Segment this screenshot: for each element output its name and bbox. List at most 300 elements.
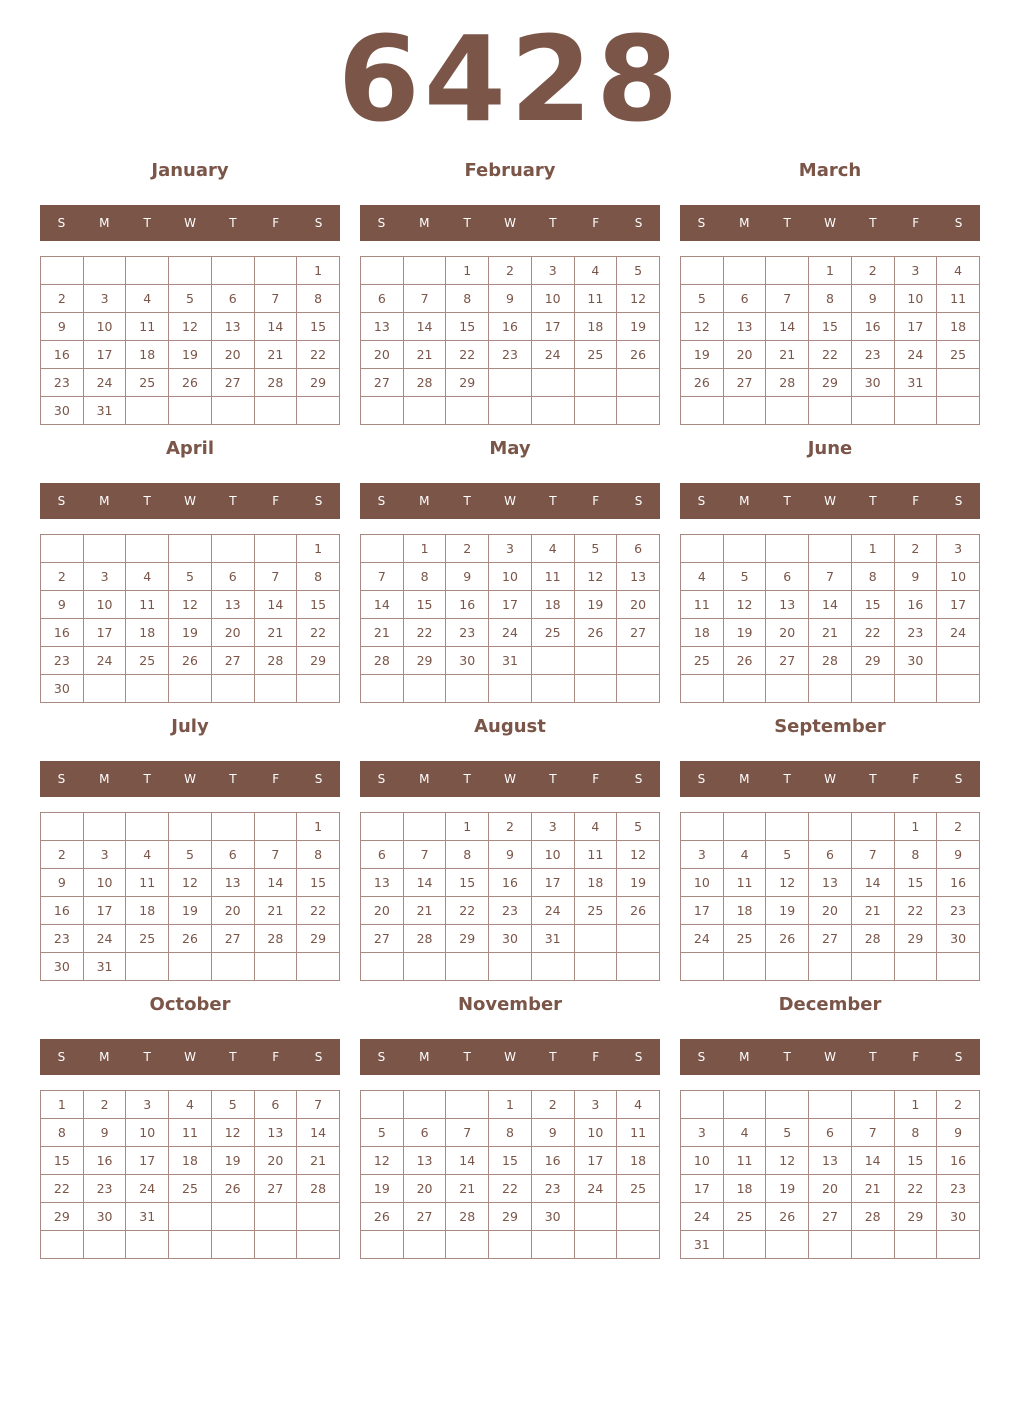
day-cell: 24: [937, 619, 980, 647]
day-cell: 24: [83, 647, 126, 675]
day-cell: 27: [211, 369, 254, 397]
day-cell: 20: [254, 1147, 297, 1175]
week-row: [681, 535, 980, 563]
day-cell: 25: [937, 341, 980, 369]
day-cell: 4: [126, 285, 169, 313]
day-cell: 1: [446, 813, 489, 841]
day-cell: 2: [894, 535, 937, 563]
week-row: [361, 925, 660, 953]
day-cell: 27: [361, 925, 404, 953]
day-cell: 5: [617, 257, 660, 285]
day-cell: 4: [531, 535, 574, 563]
day-cell: 31: [894, 369, 937, 397]
day-cell: 2: [937, 813, 980, 841]
day-cell: 4: [126, 841, 169, 869]
empty-day-cell: [297, 675, 340, 703]
day-cell: 19: [574, 591, 617, 619]
day-cell: 23: [489, 341, 532, 369]
empty-day-cell: [489, 953, 532, 981]
day-cell: 23: [894, 619, 937, 647]
day-cell: 13: [361, 869, 404, 897]
weekday-label: T: [869, 216, 877, 230]
day-cell: 6: [766, 563, 809, 591]
weekday-label: F: [592, 1050, 600, 1064]
day-cell: 4: [169, 1091, 212, 1119]
day-cell: 21: [851, 897, 894, 925]
day-cell: 26: [574, 619, 617, 647]
empty-day-cell: [531, 397, 574, 425]
day-cell: 12: [617, 285, 660, 313]
weekday-label: F: [272, 494, 280, 508]
empty-day-cell: [809, 953, 852, 981]
day-cell: 19: [617, 313, 660, 341]
day-cell: 12: [169, 591, 212, 619]
day-cell: 22: [894, 1175, 937, 1203]
empty-day-cell: [531, 1231, 574, 1259]
week-row: [41, 953, 340, 981]
day-grid: [40, 534, 340, 703]
day-cell: 29: [894, 925, 937, 953]
day-cell: 9: [41, 591, 84, 619]
empty-day-cell: [723, 675, 766, 703]
day-cell: 22: [41, 1175, 84, 1203]
empty-day-cell: [937, 1231, 980, 1259]
week-row: [681, 953, 980, 981]
weekday-label: S: [697, 216, 706, 230]
week-row: [41, 647, 340, 675]
day-cell: 25: [574, 897, 617, 925]
day-cell: 5: [169, 285, 212, 313]
day-cell: 6: [723, 285, 766, 313]
empty-day-cell: [617, 1231, 660, 1259]
week-row: [681, 313, 980, 341]
week-row: [361, 1231, 660, 1259]
empty-day-cell: [574, 675, 617, 703]
week-row: [41, 841, 340, 869]
day-cell: 30: [894, 647, 937, 675]
day-cell: 30: [83, 1203, 126, 1231]
day-grid: [680, 534, 980, 703]
day-cell: 26: [766, 1203, 809, 1231]
weekday-label: S: [954, 1050, 963, 1064]
day-cell: 5: [574, 535, 617, 563]
weekday-header: [680, 483, 980, 519]
day-cell: 10: [531, 285, 574, 313]
day-cell: 29: [297, 369, 340, 397]
empty-day-cell: [361, 257, 404, 285]
empty-day-cell: [169, 1231, 212, 1259]
day-grid: [680, 256, 980, 425]
day-cell: 29: [489, 1203, 532, 1231]
weekday-label: T: [869, 494, 877, 508]
day-cell: 11: [169, 1119, 212, 1147]
day-cell: 8: [297, 563, 340, 591]
day-cell: 14: [446, 1147, 489, 1175]
day-cell: 29: [403, 647, 446, 675]
day-cell: 10: [489, 563, 532, 591]
day-cell: 24: [531, 341, 574, 369]
month-name: November: [457, 994, 563, 1015]
weekday-label: S: [954, 494, 963, 508]
week-row: [41, 257, 340, 285]
day-cell: 4: [574, 813, 617, 841]
week-row: [681, 1091, 980, 1119]
month-name: July: [171, 716, 209, 737]
day-cell: 1: [809, 257, 852, 285]
weekday-header: [360, 1039, 660, 1075]
month-name: December: [778, 994, 882, 1015]
weekday-label: T: [783, 494, 791, 508]
day-cell: 7: [851, 841, 894, 869]
day-cell: 18: [723, 1175, 766, 1203]
day-cell: 26: [723, 647, 766, 675]
empty-day-cell: [361, 535, 404, 563]
weekday-label: T: [229, 494, 237, 508]
empty-day-cell: [766, 257, 809, 285]
weekday-label: S: [634, 494, 643, 508]
day-cell: 6: [809, 1119, 852, 1147]
week-row: [361, 1119, 660, 1147]
day-cell: 6: [361, 285, 404, 313]
weekday-label: F: [272, 1050, 280, 1064]
empty-day-cell: [83, 535, 126, 563]
weekday-label: M: [99, 772, 110, 786]
day-cell: 18: [574, 313, 617, 341]
day-cell: 16: [937, 869, 980, 897]
day-cell: 8: [41, 1119, 84, 1147]
empty-day-cell: [361, 953, 404, 981]
week-row: [681, 1203, 980, 1231]
month-name: March: [798, 160, 862, 181]
day-cell: 5: [681, 285, 724, 313]
day-cell: 14: [851, 869, 894, 897]
weekday-label: M: [419, 1050, 430, 1064]
day-cell: 14: [403, 869, 446, 897]
empty-day-cell: [489, 369, 532, 397]
day-cell: 16: [41, 897, 84, 925]
empty-day-cell: [574, 953, 617, 981]
day-cell: 27: [766, 647, 809, 675]
week-row: [681, 591, 980, 619]
day-cell: 11: [574, 285, 617, 313]
month-name: January: [151, 160, 229, 181]
week-row: [681, 1119, 980, 1147]
empty-day-cell: [681, 397, 724, 425]
empty-day-cell: [681, 535, 724, 563]
day-cell: 9: [83, 1119, 126, 1147]
empty-day-cell: [489, 675, 532, 703]
month-name: August: [474, 716, 546, 737]
empty-day-cell: [574, 369, 617, 397]
weekday-label: F: [272, 772, 280, 786]
weekday-label: T: [549, 494, 557, 508]
day-cell: 7: [361, 563, 404, 591]
empty-day-cell: [851, 1091, 894, 1119]
week-row: [361, 1175, 660, 1203]
day-cell: 24: [681, 1203, 724, 1231]
day-cell: 5: [361, 1119, 404, 1147]
week-row: [41, 285, 340, 313]
day-cell: 7: [851, 1119, 894, 1147]
day-cell: 18: [723, 897, 766, 925]
weekday-label: T: [143, 494, 151, 508]
week-row: [41, 1231, 340, 1259]
day-cell: 1: [894, 813, 937, 841]
empty-day-cell: [766, 953, 809, 981]
day-cell: 21: [403, 341, 446, 369]
day-cell: 25: [723, 1203, 766, 1231]
week-row: [681, 1231, 980, 1259]
day-cell: 5: [211, 1091, 254, 1119]
weekday-header: [680, 1039, 980, 1075]
month-name: April: [165, 438, 215, 459]
day-cell: 6: [211, 563, 254, 591]
day-cell: 24: [531, 897, 574, 925]
week-row: [681, 925, 980, 953]
weekday-header: [40, 761, 340, 797]
day-cell: 20: [211, 897, 254, 925]
week-row: [681, 563, 980, 591]
day-cell: 31: [489, 647, 532, 675]
day-cell: 23: [83, 1175, 126, 1203]
weekday-label: W: [184, 216, 196, 230]
day-cell: 4: [617, 1091, 660, 1119]
empty-day-cell: [254, 535, 297, 563]
day-cell: 21: [809, 619, 852, 647]
day-cell: 18: [126, 619, 169, 647]
day-cell: 20: [211, 619, 254, 647]
day-cell: 19: [617, 869, 660, 897]
day-cell: 23: [937, 1175, 980, 1203]
day-cell: 26: [169, 369, 212, 397]
day-cell: 12: [211, 1119, 254, 1147]
day-cell: 6: [361, 841, 404, 869]
day-cell: 2: [489, 813, 532, 841]
week-row: [41, 869, 340, 897]
day-cell: 5: [723, 563, 766, 591]
week-row: [361, 1091, 660, 1119]
day-cell: 10: [83, 313, 126, 341]
day-cell: 14: [809, 591, 852, 619]
day-cell: 17: [83, 619, 126, 647]
weekday-label: T: [229, 1050, 237, 1064]
day-cell: 25: [531, 619, 574, 647]
day-cell: 14: [254, 591, 297, 619]
day-cell: 7: [403, 841, 446, 869]
week-row: [41, 619, 340, 647]
day-cell: 24: [83, 369, 126, 397]
day-cell: 16: [41, 341, 84, 369]
day-cell: 8: [446, 285, 489, 313]
empty-day-cell: [766, 813, 809, 841]
day-cell: 26: [361, 1203, 404, 1231]
day-cell: 3: [531, 257, 574, 285]
day-cell: 21: [361, 619, 404, 647]
day-cell: 12: [361, 1147, 404, 1175]
day-cell: 8: [403, 563, 446, 591]
day-cell: 29: [446, 369, 489, 397]
day-cell: 3: [574, 1091, 617, 1119]
weekday-label: M: [99, 216, 110, 230]
weekday-label: T: [463, 1050, 471, 1064]
day-cell: 28: [403, 925, 446, 953]
day-cell: 7: [446, 1119, 489, 1147]
empty-day-cell: [809, 1231, 852, 1259]
day-cell: 1: [446, 257, 489, 285]
day-cell: 20: [211, 341, 254, 369]
weekday-label: S: [954, 216, 963, 230]
day-cell: 22: [403, 619, 446, 647]
day-cell: 13: [211, 313, 254, 341]
day-cell: 9: [937, 841, 980, 869]
week-row: [41, 369, 340, 397]
empty-day-cell: [211, 675, 254, 703]
empty-day-cell: [574, 397, 617, 425]
week-row: [681, 257, 980, 285]
weekday-label: S: [697, 494, 706, 508]
empty-day-cell: [766, 1231, 809, 1259]
weekday-label: T: [143, 216, 151, 230]
weekday-label: S: [57, 494, 66, 508]
weekday-label: M: [419, 216, 430, 230]
empty-day-cell: [937, 675, 980, 703]
week-row: [361, 563, 660, 591]
empty-day-cell: [254, 675, 297, 703]
weekday-label: T: [783, 1050, 791, 1064]
day-cell: 3: [83, 841, 126, 869]
day-grid: [40, 256, 340, 425]
empty-day-cell: [723, 1231, 766, 1259]
day-cell: 12: [574, 563, 617, 591]
empty-day-cell: [41, 257, 84, 285]
day-cell: 12: [169, 313, 212, 341]
day-cell: 30: [531, 1203, 574, 1231]
weekday-label: S: [634, 1050, 643, 1064]
day-cell: 9: [851, 285, 894, 313]
day-cell: 1: [297, 535, 340, 563]
empty-day-cell: [937, 953, 980, 981]
weekday-label: W: [824, 772, 836, 786]
empty-day-cell: [723, 953, 766, 981]
day-cell: 25: [681, 647, 724, 675]
day-cell: 3: [83, 285, 126, 313]
weekday-label: M: [739, 494, 750, 508]
day-cell: 24: [894, 341, 937, 369]
day-cell: 23: [446, 619, 489, 647]
day-cell: 11: [126, 591, 169, 619]
day-cell: 6: [211, 285, 254, 313]
weekday-label: S: [634, 216, 643, 230]
day-cell: 21: [403, 897, 446, 925]
day-cell: 28: [766, 369, 809, 397]
empty-day-cell: [403, 1231, 446, 1259]
day-cell: 28: [851, 925, 894, 953]
empty-day-cell: [851, 675, 894, 703]
empty-day-cell: [211, 397, 254, 425]
empty-day-cell: [894, 1231, 937, 1259]
day-cell: 2: [531, 1091, 574, 1119]
day-cell: 2: [851, 257, 894, 285]
day-cell: 16: [446, 591, 489, 619]
day-cell: 18: [681, 619, 724, 647]
week-row: [361, 619, 660, 647]
day-cell: 15: [809, 313, 852, 341]
empty-day-cell: [937, 369, 980, 397]
weekday-label: T: [549, 772, 557, 786]
day-cell: 5: [617, 813, 660, 841]
empty-day-cell: [361, 813, 404, 841]
weekday-label: F: [592, 494, 600, 508]
weekday-label: W: [824, 216, 836, 230]
empty-day-cell: [211, 1203, 254, 1231]
day-grid: [360, 256, 660, 425]
week-row: [681, 647, 980, 675]
empty-day-cell: [169, 535, 212, 563]
weekday-label: T: [143, 1050, 151, 1064]
empty-day-cell: [809, 1091, 852, 1119]
empty-day-cell: [766, 675, 809, 703]
day-cell: 6: [211, 841, 254, 869]
day-cell: 8: [446, 841, 489, 869]
day-cell: 17: [489, 591, 532, 619]
day-cell: 25: [169, 1175, 212, 1203]
day-grid: [40, 1090, 340, 1259]
year-title: 6428: [337, 10, 683, 148]
day-cell: 9: [489, 841, 532, 869]
empty-day-cell: [169, 257, 212, 285]
day-cell: 8: [489, 1119, 532, 1147]
day-cell: 7: [254, 841, 297, 869]
empty-day-cell: [403, 813, 446, 841]
empty-day-cell: [254, 813, 297, 841]
day-cell: 15: [446, 869, 489, 897]
empty-day-cell: [254, 257, 297, 285]
weekday-label: F: [592, 772, 600, 786]
week-row: [361, 313, 660, 341]
week-row: [681, 1147, 980, 1175]
weekday-label: M: [739, 772, 750, 786]
day-cell: 27: [211, 647, 254, 675]
day-cell: 7: [766, 285, 809, 313]
day-cell: 15: [894, 1147, 937, 1175]
day-cell: 14: [851, 1147, 894, 1175]
day-cell: 1: [894, 1091, 937, 1119]
empty-day-cell: [126, 953, 169, 981]
day-cell: 9: [894, 563, 937, 591]
day-cell: 8: [297, 285, 340, 313]
day-cell: 13: [254, 1119, 297, 1147]
day-cell: 11: [937, 285, 980, 313]
empty-day-cell: [254, 1231, 297, 1259]
day-cell: 7: [297, 1091, 340, 1119]
empty-day-cell: [937, 647, 980, 675]
day-cell: 26: [617, 341, 660, 369]
day-cell: 8: [297, 841, 340, 869]
day-cell: 26: [169, 925, 212, 953]
week-row: [41, 1119, 340, 1147]
day-cell: 9: [937, 1119, 980, 1147]
empty-day-cell: [766, 1091, 809, 1119]
empty-day-cell: [126, 257, 169, 285]
week-row: [361, 1203, 660, 1231]
empty-day-cell: [83, 257, 126, 285]
weekday-label: S: [377, 772, 386, 786]
day-cell: 17: [83, 897, 126, 925]
empty-day-cell: [126, 535, 169, 563]
day-cell: 19: [361, 1175, 404, 1203]
day-cell: 30: [446, 647, 489, 675]
empty-day-cell: [851, 813, 894, 841]
